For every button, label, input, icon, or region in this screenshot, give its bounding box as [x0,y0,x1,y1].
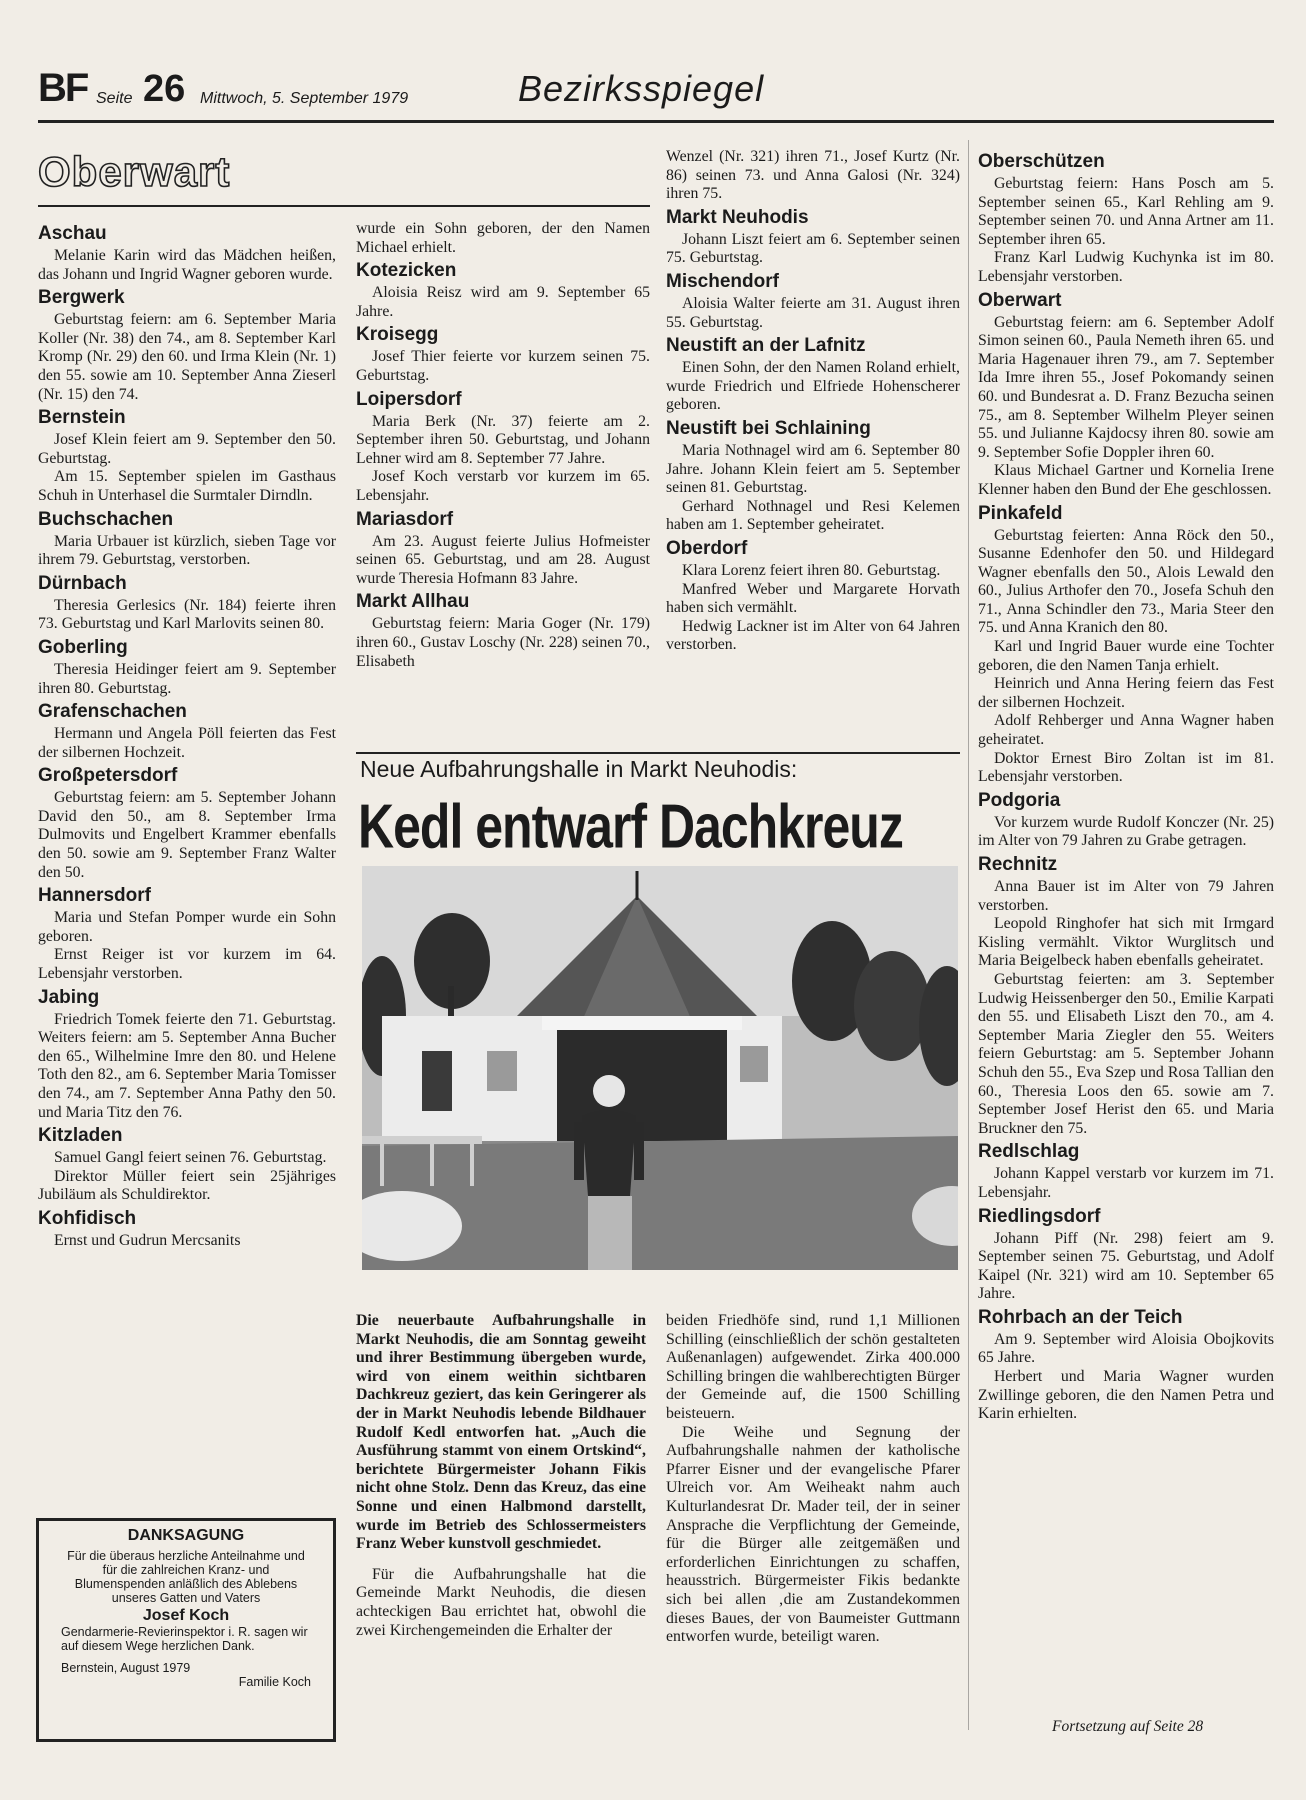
news-item-text: Josef Klein feiert am 9. September den 50. Geburtstag. [38,431,336,467]
news-item-text: Melanie Karin wird das Mädchen heißen, das Johann und Ingrid Wagner geboren wurde. [38,247,336,283]
news-column-2 [356,220,650,671]
town-heading: Mariasdorf [356,508,454,530]
newspaper-logo: BF [38,66,88,110]
town-heading: Aschau [38,223,107,244]
page-number: 26 [143,68,186,110]
town-heading: Podgoria [978,789,1061,811]
news-item-text: Maria und Stefan Pomper wurde ein Sohn geboren. [38,909,336,945]
town-heading: Goberling [38,636,128,658]
article-body-left: Für die Aufbahrungshalle hat die Gemeinde Markt Neuhodis, die diesen achteckigen Bau errichtet hat, obwohl die zwei Kirchengemeinden die Erhalter der [356,1565,646,1639]
news-item-text: Friedrich Tomek feierte den 71. Geburtstag. Weiters feiern: am 5. September Anna Bucher den 65., Wilhelmine Imre den 80. und Helene Toth den 82., am 6. September Maria Tomisser den 74., am 7. September Anna Pathy den 50. und Maria Titz den 76. [38,1010,336,1121]
news-item-text: Doktor Ernest Biro Zoltan ist im 81. Lebensjahr verstorben. [978,749,1274,786]
district-title: Oberwart [38,148,231,195]
article-body-right-1: beiden Friedhöfe sind, rund 1,1 Millionen Schilling (einschließlich der schön gestalteten Außenanlagen) aufgewendet. Zirka 400.000 Schilling bringen die wahlberechtigten Bürger der Gemeinde auf, die 1500 Schilling beisteuern. [666,1312,960,1422]
news-item-text: Am 15. September spielen im Gasthaus Schuh in Unterhasel die Surmtaler Dirndln. [38,468,336,504]
town-heading: Kitzladen [38,1125,123,1147]
chapel-photo [362,866,958,1270]
town-heading: Buchschachen [38,508,174,530]
town-heading: Pinkafeld [978,502,1063,524]
town-heading: Oberdorf [666,537,748,559]
danksagung-box [36,1518,336,1742]
news-item-text: Maria Urbauer ist kürzlich, sieben Tage vor ihrem 79. Geburtstag, verstorben. [38,532,336,569]
article-headline: Kedl entwarf Dachkreuz [358,791,903,862]
news-item-text: Anna Bauer ist im Alter von 79 Jahren verstorben. [978,878,1274,914]
town-heading: Mischendorf [666,270,779,292]
town-heading: Kroisegg [356,324,439,346]
deceased-name: Josef Koch [142,1607,230,1624]
article-body-right-2: Die Weihe und Segnung der Aufbahrungshalle nahmen der katholische Pfarrer Eisner und der evangelische Pfarer Ulreich vor. Am Weiheakt nahm auch Kulturlandesrat Dr. Mader teil, der in seiner Ansprache die Verpflichtung der Gemeinde, für die Bürger alle zeitgemäßen und erforderlichen Einrichtungen zu schaffen, heausstrich. Bürgermeister Fikis bedankte sich bei allen ‚die am Zustandekommen dieses Baues, der von Baumeister Guttmann entworfen wurde, beteiligt waren. [666,1423,960,1646]
town-heading: Neustift bei Schlaining [666,417,871,439]
town-heading: Redlschlag [978,1141,1080,1163]
news-item-text: Manfred Weber und Margarete Horvath haben sich vermählt. [666,580,960,617]
town-heading: Kohfidisch [38,1207,137,1229]
news-item-text: Samuel Gangl feiert seinen 76. Geburtstag. [54,1149,327,1167]
article-kicker: Neue Aufbahrungshalle in Markt Neuhodis: [360,756,798,782]
section-title: Bezirksspiegel [518,68,765,109]
news-item-text: Geburtstag feiern: am 6. September Maria Koller (Nr. 38) den 74., am 8. September Karl Kromp (Nr. 29) den 60. und Irma Klein (Nr. 1) den 55. sowie am 10. September Anna Zieserl (Nr. 15) den 74. [38,311,336,403]
news-column-1 [38,220,336,1251]
news-item-text: Karl und Ingrid Bauer wurde eine Tochter geboren, die den Namen Tanja erhielt. [978,638,1274,674]
news-item-text: Geburtstag feierten: Anna Röck den 50., Susanne Edenhofer den 50. und Hildegard Wagner ebenfalls den 50., Alois Lewald den 60., Julius Arthofer den 70., Josefa Schuh den 71., Anna Schindler den 73., Maria Steer den 75. und Anna Kranich den 80. [978,526,1274,637]
article-right-column [666,1312,960,1647]
danksagung-note: Gendarmerie-Revierinspektor i. R. sagen wir auf diesem Wege herzlichen Dank. [61,1625,308,1653]
news-item-text: Johann Liszt feiert am 6. September seinen 75. Geburtstag. [666,230,960,267]
news-item-text: Wenzel (Nr. 321) ihren 71., Josef Kurtz (Nr. 86) seinen 73. und Anna Galosi (Nr. 324) ihren 75. [666,148,960,203]
district-rule [38,205,650,207]
news-item-text: Geburtstag feierten: am 3. September Ludwig Heissenberger den 50., Emilie Karpati den 55. und Elisabeth Liszt den 70., am 4. September Maria Ziegler den 55. Weiters feiern Geburtstag: am 5. September Johann Schuh den 55., Eva Szep und Rosa Tallian den 60., Theresia Loos den 65. sowie am 7. September Josef Herist den 65. und Maria Bruckner den 75. [978,970,1274,1137]
news-item-text: Vor kurzem wurde Rudolf Konczer (Nr. 25) im Alter von 79 Jahren zu Grabe getragen. [978,813,1274,850]
news-item-text: Einen Sohn, der den Namen Roland erhielt, wurde Friedrich und Elfriede Hohenscherer geboren. [666,359,960,414]
issue-date: Mittwoch, 5. September 1979 [200,90,409,107]
town-heading: Kotezicken [356,260,457,282]
town-heading: Markt Allhau [356,591,470,613]
news-item-text: Leopold Ringhofer hat sich mit Irmgard Kisling vermählt. Viktor Wurglitsch und Maria Beigelbeck haben ebenfalls geheiratet. [978,915,1274,970]
news-item-text: wurde ein Sohn geboren, der den Namen Michael erhielt. [356,220,650,256]
news-item-text: Gerhard Nothnagel und Resi Kelemen haben am 1. September geheiratet. [666,497,960,534]
continuation-note: Fortsetzung auf Seite 28 [1052,1718,1204,1735]
danksagung-title: DANKSAGUNG [127,1527,245,1544]
news-item-text: Hedwig Lackner ist im Alter von 64 Jahren verstorben. [666,617,960,654]
town-heading: Bergwerk [38,287,125,309]
column-divider [968,140,969,1730]
news-item-text: Klaus Michael Gartner und Kornelia Irene Klenner haben den Bund der Ehe geschlossen. [978,462,1274,498]
news-item-text: Maria Berk (Nr. 37) feierte am 2. September ihren 50. Geburtstag, und Johann Lehner wird am 8. September 77 Jahre. [356,412,650,467]
news-item-text: Johann Piff (Nr. 298) feiert am 9. September seinen 75. Geburtstag, und Adolf Kaipel (Nr. 321) wird am 10. September 65 Jahre. [978,1229,1274,1303]
town-heading: Großpetersdorf [38,765,178,787]
town-heading: Bernstein [38,407,126,429]
news-item-text: Ernst und Gudrun Mercsanits [54,1231,241,1249]
news-item-text: Heinrich und Anna Hering feiern das Fest der silbernen Hochzeit. [978,675,1274,711]
danksagung-text: Für die überaus herzliche Anteilnahme und für die zahlreichen Kranz- und Blumenspenden anläßlich des Ablebens unseres Gatten und Vaters [67,1549,305,1605]
danksagung-family: Familie Koch [238,1675,311,1689]
news-column-4 [978,148,1274,1424]
news-column-3 [666,148,960,655]
news-item-text: Ernst Reiger ist vor kurzem im 64. Lebensjahr verstorben. [38,946,336,983]
news-item-text: Aloisia Reisz wird am 9. September 65 Jahre. [356,284,650,320]
article-lead: Die neuerbaute Aufbahrungshalle in Markt Neuhodis, die am Sonntag geweiht und ihrer Bestimmung übergeben wurde, wird von einem weithin sichtbaren Dachkreuz geziert, das kein Geringerer als der in Markt Neuhodis lebende Bildhauer Rudolf Kedl entworfen hat. „Auch die Ausführung stammt von einem Ortskind“, berichtete Bürgermeister Johann Fikis nicht ohne Stolz. Denn das Kreuz, das eine Sonne und einen Halbmond darstellt, wurde im Betrieb des Schlossermeisters Franz Weber kunstvoll geschmiedet. [356,1312,646,1553]
town-heading: Hannersdorf [38,885,151,907]
town-heading: Riedlingsdorf [978,1205,1101,1227]
news-item-text: Direktor Müller feiert sein 25jähriges Jubiläum als Schuldirektor. [38,1167,336,1204]
news-item-text: Herbert und Maria Wagner wurden Zwillinge geboren, die den Namen Petra und Karin erhielten. [978,1368,1274,1423]
header-rule [38,120,1274,123]
news-item-text: Theresia Heidinger feiert am 9. September ihren 80. Geburtstag. [38,660,336,697]
news-item-text: Geburtstag feiern: am 5. September Johann David den 50., am 8. September Irma Dulmovits und Engelbert Krammer ebenfalls den 50. sowie am 9. September Franz Walter den 50. [38,789,336,881]
news-item-text: Johann Kappel verstarb vor kurzem im 71. Lebensjahr. [978,1165,1274,1201]
article-rule [356,752,960,754]
town-heading: Markt Neuhodis [666,206,809,228]
town-heading: Neustift an der Lafnitz [666,335,866,357]
town-heading: Jabing [38,986,100,1008]
page-header [38,66,1274,122]
town-heading: Oberschützen [978,151,1105,172]
danksagung-place-date: Bernstein, August 1979 [61,1661,191,1675]
news-item-text: Geburtstag feiern: am 6. September Adolf Simon seinen 60., Paula Nemeth ihren 65. und Maria Hagenauer ihren 79., am 7. September Ida Imre ihren 55., Josef Pokomandy seinen 60. und Bundesrat a. D. Franz Bezucha seinen 75., am 8. September Wilhelm Pleyer seinen 55. und Julianne Kajdocsy ihren 80. sowie am 9. September Sofie Doppler ihren 60. [978,313,1274,461]
news-item-text: Aloisia Walter feierte am 31. August ihren 55. Geburtstag. [666,294,960,331]
town-heading: Rechnitz [978,854,1058,875]
news-item-text: Josef Koch verstarb vor kurzem im 65. Lebensjahr. [356,468,650,504]
town-heading: Rohrbach an der Teich [978,1306,1183,1328]
news-item-text: Maria Nothnagel wird am 6. September 80 Jahre. Johann Klein feiert am 5. September seinen 81. Geburtstag. [666,441,960,497]
news-item-text: Klara Lorenz feiert ihren 80. Geburtstag. [682,561,941,579]
page-label: Seite [96,90,133,107]
article-left-column [356,1312,646,1640]
town-heading: Dürnbach [38,572,127,594]
news-item-text: Am 9. September wird Aloisia Obojkovits 65 Jahre. [978,1330,1274,1367]
news-item-text: Josef Thier feierte vor kurzem seinen 75. Geburtstag. [356,348,650,384]
news-item-text: Geburtstag feiern: Maria Goger (Nr. 179) ihren 60., Gustav Loschy (Nr. 228) seinen 70., Elisabeth [356,615,650,670]
news-item-text: Hermann und Angela Pöll feierten das Fest der silbernen Hochzeit. [38,725,336,761]
news-item-text: Am 23. August feierte Julius Hofmeister seinen 65. Geburtstag, und am 28. August wurde Theresia Hofmann 83 Jahre. [356,532,650,587]
town-heading: Loipersdorf [356,388,462,410]
news-item-text: Adolf Rehberger und Anna Wagner haben geheiratet. [978,712,1274,749]
town-heading: Grafenschachen [38,701,187,723]
news-item-text: Franz Karl Ludwig Kuchynka ist im 80. Lebensjahr verstorben. [978,249,1274,285]
town-heading: Oberwart [978,289,1062,311]
news-item-text: Geburtstag feiern: Hans Posch am 5. September seinen 65., Karl Rehling am 9. September seinen 70. und Anna Artner am 11. September ihren 65. [978,175,1274,248]
news-item-text: Theresia Gerlesics (Nr. 184) feierte ihren 73. Geburtstag und Karl Marlovits seinen 80. [38,596,336,633]
